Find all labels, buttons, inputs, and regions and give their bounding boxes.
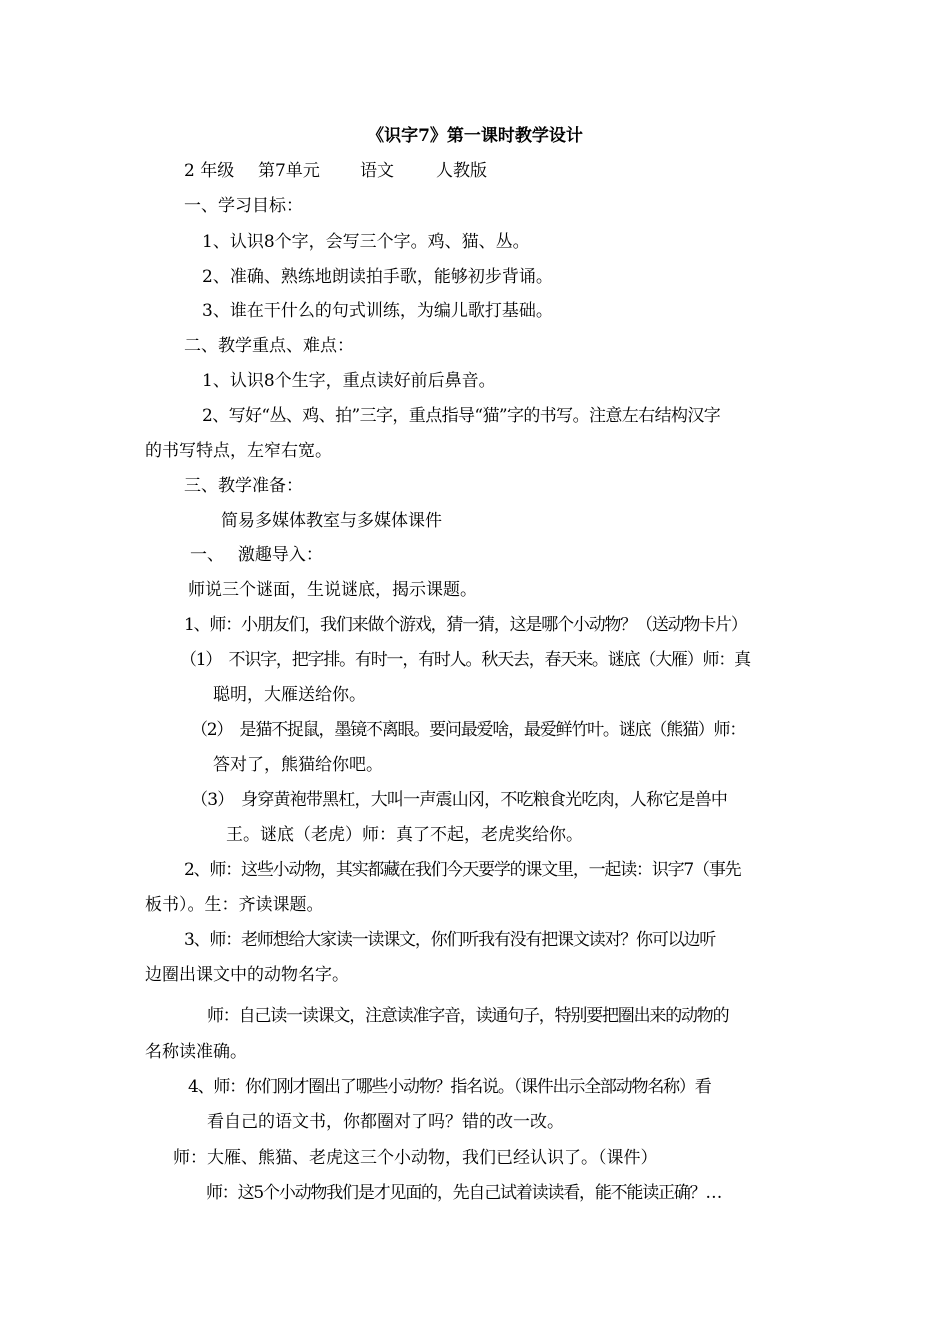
riddle-line: （3） 身穿黄袍带黑杠，大叫一声震山冈，不吃粮食光吃肉，人称它是兽中 xyxy=(191,790,728,810)
riddle-line: （2） 是猫不捉鼠，墨镜不离眼。要问最爱啥，最爱鲜竹叶。谜底（熊猫）师： xyxy=(191,720,746,740)
riddle-line: 答对了，熊猫给你吧。 xyxy=(213,755,383,775)
meta-unit: 第7单元 xyxy=(258,161,320,181)
paragraph-line: 3、谁在干什么的句式训练，为编儿歌打基础。 xyxy=(202,301,553,321)
paragraph-line: 师：自己读一读课文，注意读准字音，读通句子，特别要把圈出来的动物的 xyxy=(207,1006,729,1026)
paragraph-line: 3、师：老师想给大家读一读课文，你们听我有没有把课文读对？你可以边听 xyxy=(184,930,716,950)
paragraph-line: 看自己的语文书，你都圈对了吗？错的改一改。 xyxy=(207,1112,564,1132)
paragraph-line: 板书）。生：齐读课题。 xyxy=(145,895,324,915)
paragraph-line: 4、师：你们刚才圈出了哪些小动物？指名说。（课件出示全部动物名称）看 xyxy=(188,1077,711,1097)
section-heading: 一、学习目标： xyxy=(184,196,303,216)
paragraph-line: 师：这5个小动物我们是才见面的，先自己试着读读看，能不能读正确？… xyxy=(206,1183,722,1203)
meta-subject: 语文 xyxy=(360,161,394,181)
riddle-line: （1） 不识字，把字排。有时一，有时人。秋天去，春天来。谜底（大雁）师：真 xyxy=(180,650,750,670)
paragraph-line: 师：大雁、熊猫、老虎这三个小动物，我们已经认识了。（课件） xyxy=(173,1148,658,1168)
paragraph-line: 的书写特点，左窄右宽。 xyxy=(145,441,332,461)
meta-edition: 人教版 xyxy=(436,161,487,181)
document-title: 《识字7》第一课时教学设计 xyxy=(367,126,583,146)
paragraph-line: 1、认识8个字，会写三个字。鸡、猫、丛。 xyxy=(202,232,530,252)
paragraph-line: 师说三个谜面，生说谜底，揭示课题。 xyxy=(188,580,477,600)
paragraph-line: 2、准确、熟练地朗读拍手歌，能够初步背诵。 xyxy=(202,267,553,287)
riddle-line: 王。谜底（老虎）师：真了不起，老虎奖给你。 xyxy=(226,825,583,845)
paragraph-line: 1、认识8个生字，重点读好前后鼻音。 xyxy=(202,371,496,391)
paragraph-line: 简易多媒体教室与多媒体课件 xyxy=(221,511,442,531)
section-heading: 二、教学重点、难点： xyxy=(184,336,354,356)
paragraph-line: 2、师：这些小动物，其实都藏在我们今天要学的课文里，一起读：识字7（事先 xyxy=(184,860,741,880)
meta-line xyxy=(184,159,487,183)
paragraph-line: 边圈出课文中的动物名字。 xyxy=(145,965,349,985)
paragraph-line: 名称读准确。 xyxy=(145,1042,247,1062)
riddle-line: 聪明，大雁送给你。 xyxy=(213,685,366,705)
meta-grade: 2 年级 xyxy=(184,161,235,181)
paragraph-line: 1、师：小朋友们，我们来做个游戏，猜一猜，这是哪个小动物？（送动物卡片） xyxy=(184,615,747,635)
paragraph-line: 2、写好“丛、鸡、拍”三字，重点指导“猫”字的书写。注意左右结构汉字 xyxy=(202,406,721,426)
section-heading: 三、教学准备： xyxy=(184,476,303,496)
section-heading: 一、 激趣导入： xyxy=(190,545,323,565)
